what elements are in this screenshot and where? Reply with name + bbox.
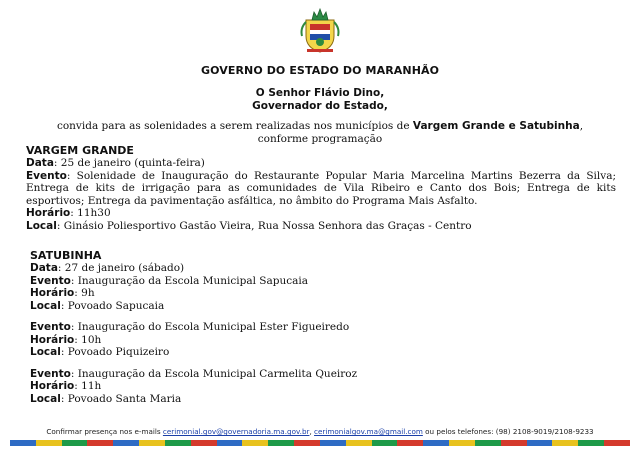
event-value: : Inauguração do Escola Municipal Ester Figueiredo (70, 321, 350, 333)
stripe-segment (139, 440, 165, 446)
event-value: : Inauguração da Escola Municipal Sapucaia (70, 274, 309, 287)
date-value: : 25 de janeiro (quinta-feira) (53, 157, 205, 169)
maranhao-coat-of-arms-icon (298, 6, 342, 54)
stripe-segment (268, 440, 294, 446)
date-row (26, 157, 616, 170)
event-block (30, 275, 620, 313)
invite-text (10, 120, 630, 146)
time-row (30, 334, 620, 347)
location-value: : Povoado Sapucaia (60, 299, 165, 312)
event-block (30, 368, 620, 406)
time-label: Horário (30, 380, 75, 392)
date-value: : 27 de janeiro (sábado) (57, 262, 185, 274)
location-row (30, 393, 620, 406)
location-row (26, 220, 616, 233)
invite-programme: conforme programação (257, 133, 383, 145)
section-title: VARGEM GRANDE (26, 144, 134, 157)
event-value: : Inauguração da Escola Municipal Carmelita Queiroz (70, 367, 358, 380)
time-value: : 9h (74, 287, 95, 299)
time-row (30, 287, 620, 300)
event-label: Evento (30, 274, 71, 287)
location-value: : Ginásio Poliesportivo Gastão Vieira, Rua Nossa Senhora das Graças - Centro (56, 219, 472, 232)
stripe-segment (552, 440, 578, 446)
section-title: SATUBINHA (30, 249, 102, 262)
footer-phones: ou pelos telefones: (98) 2108-9019/2108-9233 (422, 427, 594, 436)
time-value: : 11h (74, 380, 102, 392)
invite-places: Vargem Grande e Satubinha (412, 120, 580, 132)
time-row (26, 207, 616, 220)
signer-role: Governador do Estado, (252, 100, 388, 112)
stripe-segment (372, 440, 398, 446)
signer-name: O Senhor Flávio Dino, (255, 87, 385, 99)
event-row (26, 170, 616, 208)
time-label: Horário (30, 287, 75, 299)
stripe-segment (527, 440, 553, 446)
location-label: Local (26, 219, 57, 232)
footer-contact (10, 427, 630, 436)
stripe-segment (501, 440, 527, 446)
section-vargem-grande (26, 144, 616, 232)
invite-comma: , (579, 120, 584, 132)
location-label: Local (30, 299, 61, 312)
section-satubinha (30, 249, 620, 414)
stripe-segment (346, 440, 372, 446)
date-label: Data (30, 262, 58, 274)
event-label: Evento (30, 321, 71, 333)
stripe-segment (36, 440, 62, 446)
location-row (30, 346, 620, 359)
date-row (30, 262, 620, 275)
stripe-segment (475, 440, 501, 446)
stripe-segment (165, 440, 191, 446)
stripe-segment (217, 440, 243, 446)
time-label: Horário (30, 333, 75, 346)
stripe-segment (578, 440, 604, 446)
footer-separator: , (309, 427, 315, 436)
stripe-segment (191, 440, 217, 446)
stripe-segment (423, 440, 449, 446)
stripe-segment (604, 440, 630, 446)
time-value: : 10h (74, 333, 102, 346)
event-row (30, 321, 620, 334)
time-row (30, 380, 620, 393)
time-value: : 11h30 (70, 207, 111, 219)
event-row (30, 368, 620, 381)
invite-lead: convida para as solenidades a serem realizadas nos municípios de (56, 120, 413, 132)
stripe-segment (113, 440, 139, 446)
event-label: Evento (26, 169, 67, 182)
document-header (10, 6, 630, 146)
location-label: Local (30, 392, 61, 405)
stripe-segment (320, 440, 346, 446)
stripe-segment (62, 440, 88, 446)
event-label: Evento (30, 367, 71, 380)
government-title: GOVERNO DO ESTADO DO MARANHÃO (200, 64, 440, 77)
invitation-document (10, 6, 630, 446)
location-label: Local (30, 346, 61, 358)
event-row (30, 275, 620, 288)
color-stripe (10, 440, 630, 446)
stripe-segment (397, 440, 423, 446)
event-block (30, 321, 620, 359)
location-value: : Povoado Santa Maria (60, 392, 182, 405)
location-value: : Povoado Piquizeiro (60, 346, 170, 358)
event-value: : Solenidade de Inauguração do Restaurante Popular Maria Marcelina Martins Bezerra da Silva; Entrega de kits de irrigação para as comunidades de Vila Ribeiro e Canto dos Bois; Entrega de kits esportivos; Entrega da pavimentação asfáltica, no âmbito do Programa Mais Asfalto. (26, 169, 616, 207)
stripe-segment (10, 440, 36, 446)
time-label: Horário (26, 207, 71, 219)
email-link-governadoria[interactable]: cerimonial.gov@governadoria.ma.gov.br (162, 427, 310, 436)
stripe-segment (242, 440, 268, 446)
stripe-segment (449, 440, 475, 446)
location-row (30, 300, 620, 313)
date-label: Data (26, 157, 54, 169)
footer-lead: Confirmar presença nos e-mails (46, 427, 163, 436)
email-link-gmail[interactable]: cerimonialgov.ma@gmail.com (314, 427, 423, 436)
stripe-segment (294, 440, 320, 446)
stripe-segment (87, 440, 113, 446)
